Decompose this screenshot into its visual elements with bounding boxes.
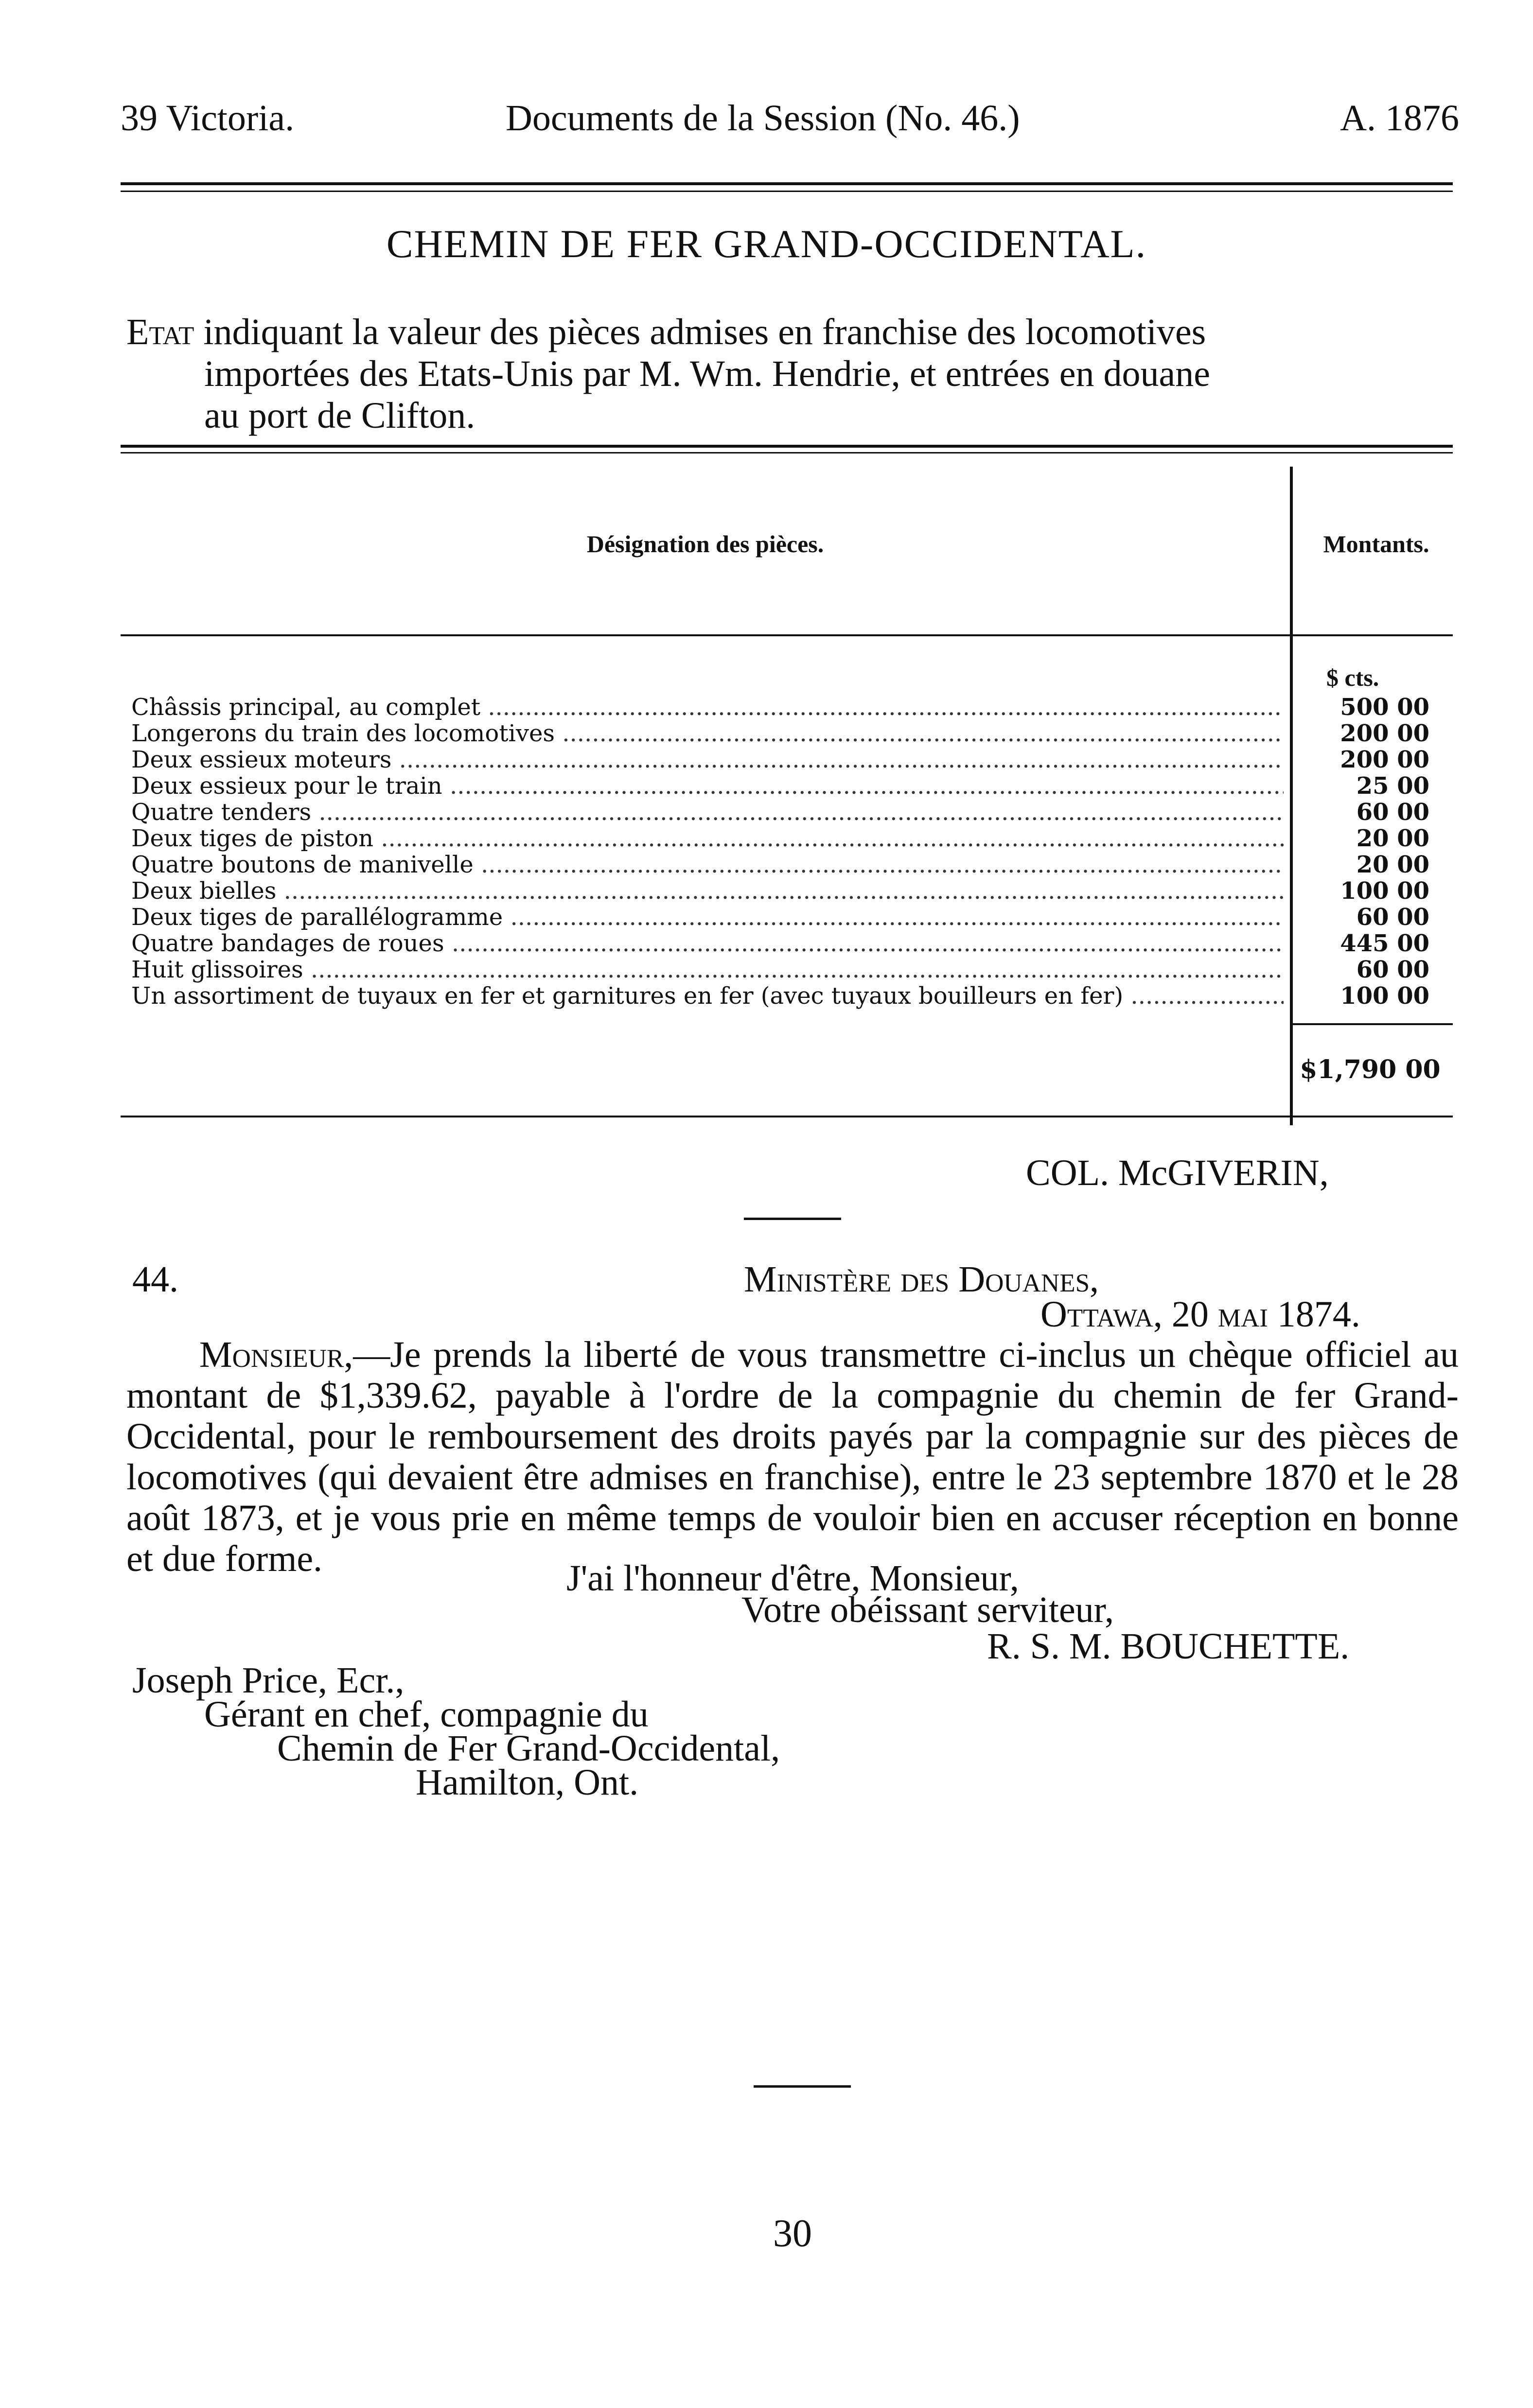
table-bottom-rule [121,1116,1453,1117]
header-rule [121,634,1453,636]
table-row [131,904,1454,930]
intro-lead: Etat [126,312,194,352]
table-row [131,852,1454,878]
addressee-line-3: Chemin de Fer Grand-Occidental, [277,1728,780,1769]
row-description: Châssis principal, au complet ..... [131,694,1284,720]
letter-ministry: Ministère des Douanes, [744,1259,1099,1300]
intro-line-2: importées des Etats-Unis par M. Wm. Hendrie, et entrées en douane [204,353,1210,394]
row-description: Deux tiges de parallélogramme ..... [131,904,1284,930]
row-description: Huit glissoires ..... [131,957,1284,983]
row-description: Quatre boutons de manivelle ..... [131,852,1284,878]
closing-line-2: Votre obéissant serviteur, [741,1589,1114,1630]
intro-line-3: au port de Clifton. [204,395,476,436]
row-amount: 60 00 [1356,956,1429,983]
place-date-text: Ottawa, 20 mai 1874. [1040,1294,1360,1335]
row-description: Deux essieux moteurs ..... [131,747,1284,773]
column-header-montants: Montants. [1323,530,1429,558]
row-description: Deux essieux pour le train ..... [131,773,1284,799]
addressee-line-4: Hamilton, Ont. [416,1762,639,1803]
row-amount: 200 00 [1340,746,1429,773]
letter-salutation: Monsieur, [199,1334,353,1375]
row-amount: 25 00 [1356,772,1429,800]
parts-table [121,447,1453,1123]
table-row [131,878,1454,904]
signature-bouchette: R. S. M. BOUCHETTE. [987,1626,1350,1667]
letter-body-text: —Je prends la liberté de vous transmettre ci-inclus un chèque officiel au montant de $1,339.62, payable à l'ordre de la compagnie du chemin de fer Grand-Occidental, pour le remboursement des droits payés par la compagnie sur des pièces de locomotives (qui devaient être admises en franchise), entre le 23 septembre 1870 et le 28 août 1873, et je vous prie en même temps de vouloir bien en accuser réception en bonne et due forme. [126,1334,1459,1579]
closing-line-1: J'ai l'honneur d'être, Monsieur, [566,1558,1019,1599]
table-row [131,694,1454,720]
row-amount: 20 00 [1356,825,1429,852]
column-header-designation: Désignation des pièces. [586,530,824,558]
letter-place-date [1040,1294,1360,1335]
intro-line-1 [126,311,1459,353]
row-amount: 60 00 [1356,904,1429,931]
row-description: Quatre tenders ..... [131,799,1284,825]
row-amount: 100 00 [1340,877,1429,905]
table-total: $1,790 00 [1300,1055,1441,1084]
row-description: Longerons du train des locomotives ..... [131,720,1284,747]
header-rule-bottom [121,191,1453,192]
row-amount: 500 00 [1340,694,1429,721]
header-left: 39 Victoria. [121,98,295,139]
header-rule-top [121,182,1453,185]
table-row [131,747,1454,773]
addressee-line-2: Gérant en chef, compagnie du [204,1694,649,1735]
units-label: $ cts. [1326,664,1379,691]
page-number: 30 [773,2212,812,2255]
table-row [131,773,1454,799]
row-description: Deux tiges de piston ..... [131,825,1284,852]
separator-short-2 [754,2085,851,2088]
document-title: CHEMIN DE FER GRAND-OCCIDENTAL. [386,222,1147,266]
table-row [131,957,1454,983]
signature-mcgiverin: COL. McGIVERIN, [1026,1152,1329,1193]
row-amount: 20 00 [1356,851,1429,878]
row-amount: 60 00 [1356,799,1429,826]
table-row [131,799,1454,825]
table-row [131,930,1454,957]
table-row [131,825,1454,852]
row-description: Un assortiment de tuyaux en fer et garnitures en fer (avec tuyaux bouilleurs en fer) ..... [131,983,1284,1009]
letter-body [126,1334,1459,1579]
intro-text-1: indiquant la valeur des pièces admises en franchise des locomotives [203,312,1206,352]
table-row [131,720,1454,747]
separator-short-1 [744,1218,841,1220]
row-amount: 445 00 [1340,930,1429,957]
table-rows [131,694,1454,1009]
header-right: A. 1876 [1340,98,1459,139]
header-center: Documents de la Session (No. 46.) [506,98,1020,139]
addressee-line-1: Joseph Price, Ecr., [132,1660,405,1701]
row-amount: 100 00 [1340,982,1429,1010]
total-rule [1293,1023,1453,1025]
letter-number: 44. [132,1259,178,1300]
row-amount: 200 00 [1340,720,1429,747]
row-description: Quatre bandages de roues ..... [131,930,1284,957]
table-row [131,983,1454,1009]
row-description: Deux bielles ..... [131,878,1284,904]
